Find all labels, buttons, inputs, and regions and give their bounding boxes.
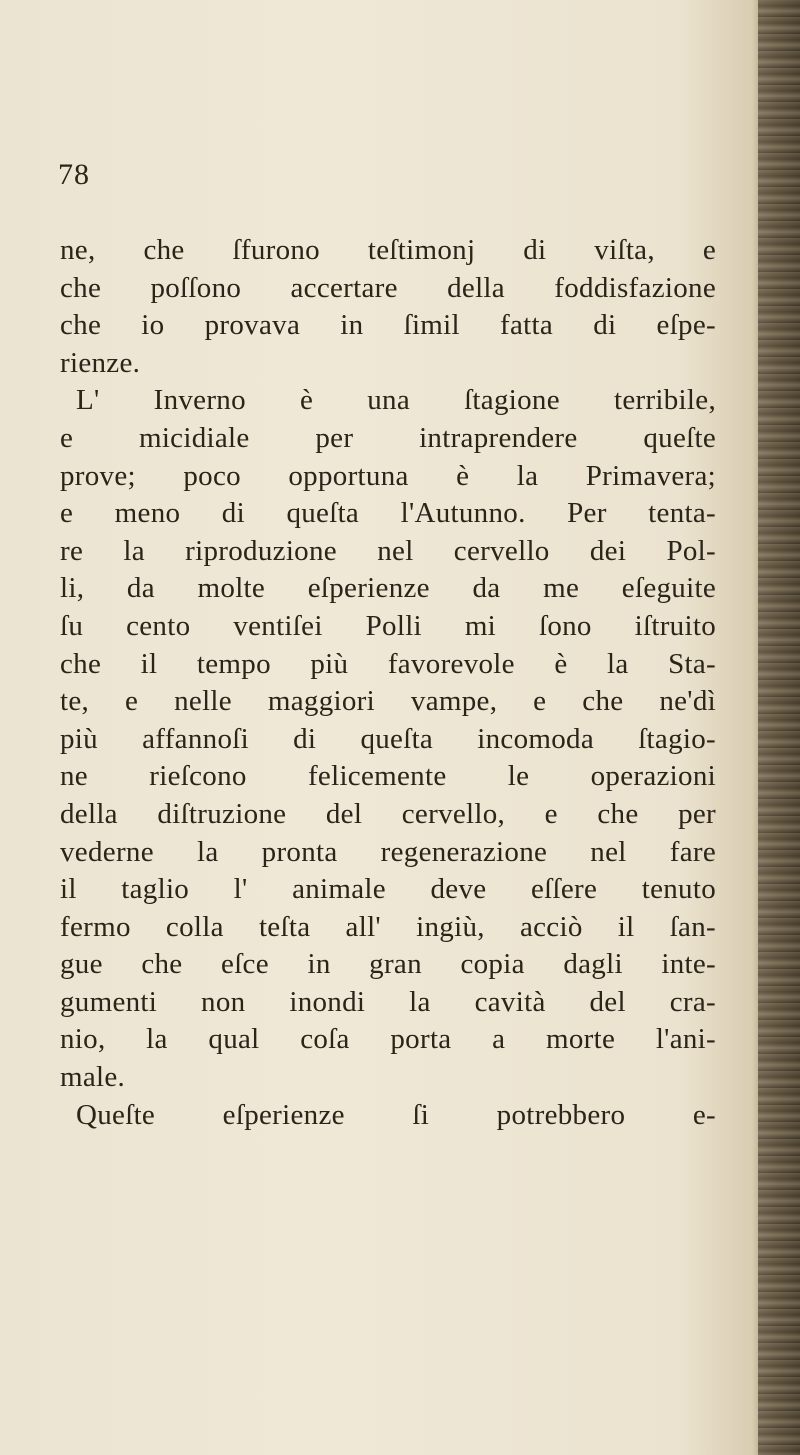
text-line: male. (60, 1061, 126, 1094)
text-line: re la riproduzione nel cervello dei Pol- (60, 534, 716, 567)
text-line: gumenti non inondi la cavità del cra- (60, 985, 716, 1018)
text-line: più affannoſi di queſta incomoda ſtagio- (60, 722, 716, 755)
text-line: ne, che ſfurono teſtimonj di viſta, e (60, 234, 716, 266)
text-line: Queſte eſperienze ſi potrebbero e- (76, 1098, 716, 1131)
text-line: prove; poco opportuna è la Primavera; (60, 459, 716, 492)
text-line: e micidiale per intraprendere queſte (60, 421, 716, 454)
text-line: della diſtruzione del cervello, e che per (60, 797, 716, 830)
text-line: che io provava in ſimil fatta di eſpe- (60, 309, 716, 342)
text-line: te, e nelle maggiori vampe, e che ne'dì (60, 685, 716, 718)
text-line: rienze. (60, 346, 141, 379)
body-text (60, 232, 716, 1134)
page-number: 78 (58, 158, 90, 191)
text-line: ſu cento ventiſei Polli mi ſono iſtruito (60, 609, 716, 642)
text-line: e meno di queſta l'Autunno. Per tenta- (60, 497, 716, 530)
text-line: L' Inverno è una ſtagione terribile, (76, 384, 716, 417)
text-line: nio, la qual coſa porta a morte l'ani- (60, 1023, 716, 1056)
page-binding-edge (758, 0, 800, 1455)
text-line: che poſſono accertare della foddisfazione (60, 271, 716, 304)
text-line: ne rieſcono felicemente le operazioni (60, 760, 716, 793)
text-line: li, da molte eſperienze da me eſeguite (60, 572, 716, 605)
text-line: che il tempo più favorevole è la Sta- (60, 647, 716, 680)
text-line: il taglio l' animale deve eſſere tenuto (60, 873, 716, 906)
text-line: vederne la pronta regenerazione nel fare (60, 835, 716, 868)
text-line: fermo colla teſta all' ingiù, acciò il ſan- (60, 910, 716, 943)
text-line: gue che eſce in gran copia dagli inte- (60, 948, 716, 981)
